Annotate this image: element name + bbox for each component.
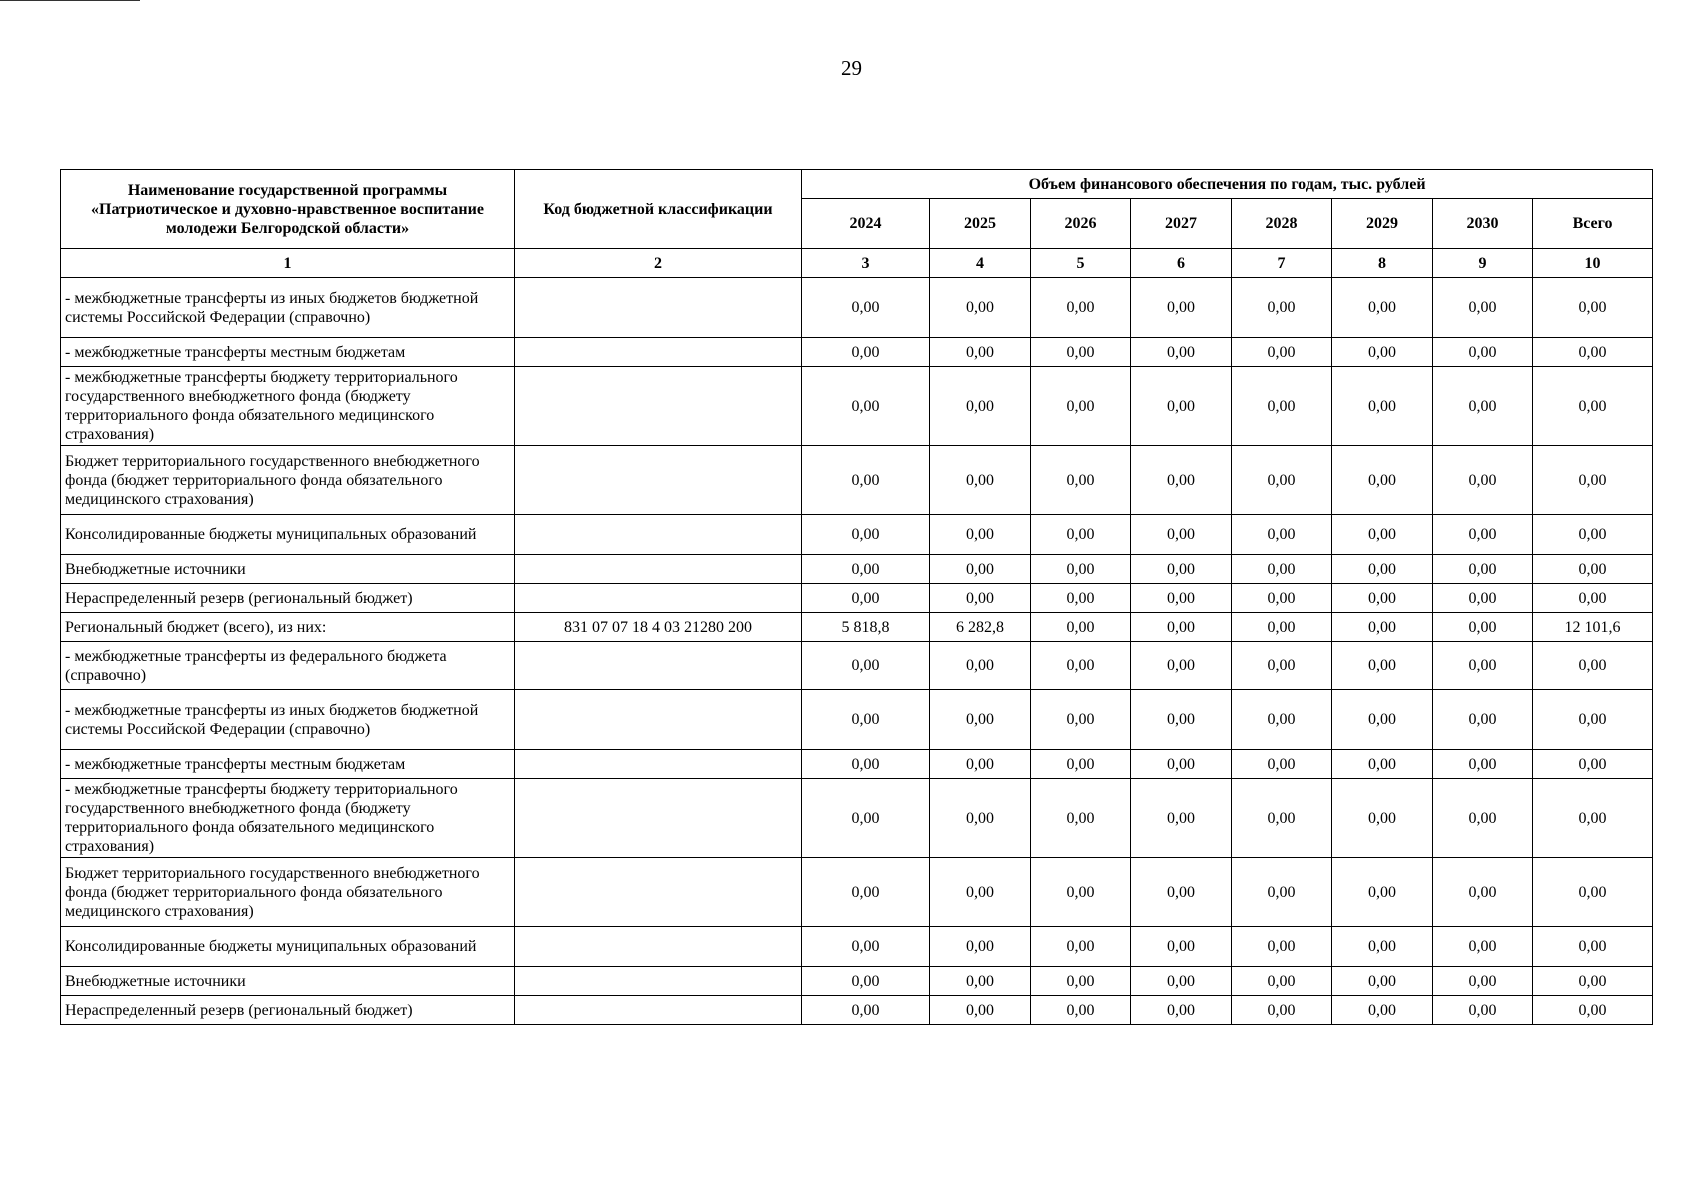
row-year-value: 0,00 <box>930 690 1031 750</box>
row-year-value: 0,00 <box>1031 367 1131 446</box>
row-year-value: 0,00 <box>1031 642 1131 690</box>
row-total-value: 0,00 <box>1533 690 1653 750</box>
row-year-value: 0,00 <box>1131 613 1232 642</box>
header-program-name: Наименование государственной программы «Патриотическое и духовно-нравственное воспитание молодежи Белгородской области» <box>61 170 515 249</box>
column-number: 9 <box>1433 249 1533 278</box>
row-year-value: 0,00 <box>1332 515 1433 555</box>
row-year-value: 0,00 <box>802 584 930 613</box>
row-year-value: 0,00 <box>1232 367 1332 446</box>
row-total-value: 0,00 <box>1533 779 1653 858</box>
table-row <box>61 446 1653 515</box>
row-year-value: 0,00 <box>1332 555 1433 584</box>
table-row <box>61 367 1653 446</box>
row-year-value: 0,00 <box>802 967 930 996</box>
row-year-value: 0,00 <box>1131 446 1232 515</box>
row-year-value: 0,00 <box>1232 338 1332 367</box>
row-budget-code <box>515 278 802 338</box>
row-budget-code <box>515 750 802 779</box>
row-year-value: 0,00 <box>1232 690 1332 750</box>
table-row <box>61 642 1653 690</box>
row-year-value: 5 818,8 <box>802 613 930 642</box>
row-year-value: 0,00 <box>1031 515 1131 555</box>
row-year-value: 0,00 <box>1031 584 1131 613</box>
row-year-value: 0,00 <box>1031 338 1131 367</box>
row-year-value: 0,00 <box>802 515 930 555</box>
header-year: 2027 <box>1131 199 1232 249</box>
row-year-value: 0,00 <box>1433 858 1533 927</box>
row-year-value: 0,00 <box>802 750 930 779</box>
row-name: Региональный бюджет (всего), из них: <box>61 613 515 642</box>
column-number: 7 <box>1232 249 1332 278</box>
row-budget-code <box>515 338 802 367</box>
row-name: Нераспределенный резерв (региональный бюджет) <box>61 996 515 1025</box>
row-year-value: 0,00 <box>1332 584 1433 613</box>
column-number: 2 <box>515 249 802 278</box>
column-number: 10 <box>1533 249 1653 278</box>
row-year-value: 0,00 <box>930 367 1031 446</box>
row-year-value: 0,00 <box>1232 278 1332 338</box>
row-year-value: 0,00 <box>1232 613 1332 642</box>
row-year-value: 0,00 <box>802 690 930 750</box>
row-year-value: 0,00 <box>930 584 1031 613</box>
row-year-value: 0,00 <box>930 750 1031 779</box>
row-budget-code <box>515 555 802 584</box>
row-year-value: 0,00 <box>1031 927 1131 967</box>
scan-edge-line <box>0 0 140 1</box>
row-year-value: 0,00 <box>1232 858 1332 927</box>
row-year-value: 0,00 <box>1332 927 1433 967</box>
table-row <box>61 750 1653 779</box>
row-year-value: 0,00 <box>1232 642 1332 690</box>
row-year-value: 0,00 <box>802 779 930 858</box>
row-year-value: 0,00 <box>1433 555 1533 584</box>
row-year-value: 0,00 <box>1433 584 1533 613</box>
column-number: 6 <box>1131 249 1232 278</box>
table-row <box>61 996 1653 1025</box>
table-row <box>61 278 1653 338</box>
row-name: Консолидированные бюджеты муниципальных образований <box>61 515 515 555</box>
row-year-value: 0,00 <box>1332 338 1433 367</box>
row-year-value: 0,00 <box>1433 750 1533 779</box>
row-year-value: 0,00 <box>1131 642 1232 690</box>
row-total-value: 0,00 <box>1533 858 1653 927</box>
row-year-value: 0,00 <box>1433 642 1533 690</box>
row-name: - межбюджетные трансферты из федерального бюджета (справочно) <box>61 642 515 690</box>
table-row <box>61 967 1653 996</box>
row-year-value: 0,00 <box>1031 690 1131 750</box>
table-row <box>61 927 1653 967</box>
row-year-value: 0,00 <box>1332 750 1433 779</box>
row-year-value: 0,00 <box>1332 367 1433 446</box>
row-year-value: 0,00 <box>1433 690 1533 750</box>
row-year-value: 0,00 <box>930 996 1031 1025</box>
row-year-value: 0,00 <box>1031 779 1131 858</box>
row-year-value: 0,00 <box>802 367 930 446</box>
header-year: 2026 <box>1031 199 1131 249</box>
column-number: 4 <box>930 249 1031 278</box>
row-year-value: 0,00 <box>930 446 1031 515</box>
row-budget-code <box>515 515 802 555</box>
row-year-value: 0,00 <box>1031 996 1131 1025</box>
row-total-value: 0,00 <box>1533 338 1653 367</box>
header-year: 2028 <box>1232 199 1332 249</box>
row-year-value: 0,00 <box>1332 446 1433 515</box>
row-year-value: 0,00 <box>1131 278 1232 338</box>
row-year-value: 6 282,8 <box>930 613 1031 642</box>
table-row <box>61 613 1653 642</box>
funding-table <box>60 169 1653 1025</box>
row-budget-code <box>515 642 802 690</box>
row-name: - межбюджетные трансферты бюджету территориального государственного внебюджетного фонда (бюджету территориального фонда обязательного медицинского страхования) <box>61 779 515 858</box>
row-year-value: 0,00 <box>1131 584 1232 613</box>
row-year-value: 0,00 <box>930 278 1031 338</box>
row-name: - межбюджетные трансферты местным бюджетам <box>61 750 515 779</box>
row-year-value: 0,00 <box>1131 996 1232 1025</box>
row-total-value: 0,00 <box>1533 927 1653 967</box>
row-budget-code <box>515 367 802 446</box>
header-year: 2029 <box>1332 199 1433 249</box>
table-row <box>61 338 1653 367</box>
row-year-value: 0,00 <box>1332 613 1433 642</box>
row-name: Внебюджетные источники <box>61 555 515 584</box>
row-total-value: 0,00 <box>1533 967 1653 996</box>
header-row-group <box>61 170 1653 199</box>
row-year-value: 0,00 <box>1232 779 1332 858</box>
row-year-value: 0,00 <box>1433 338 1533 367</box>
header-year: 2030 <box>1433 199 1533 249</box>
row-year-value: 0,00 <box>1232 927 1332 967</box>
row-year-value: 0,00 <box>930 338 1031 367</box>
column-number: 3 <box>802 249 930 278</box>
row-year-value: 0,00 <box>1433 278 1533 338</box>
row-year-value: 0,00 <box>1131 967 1232 996</box>
row-year-value: 0,00 <box>1332 642 1433 690</box>
table-row <box>61 858 1653 927</box>
row-year-value: 0,00 <box>802 278 930 338</box>
row-year-value: 0,00 <box>1433 927 1533 967</box>
row-year-value: 0,00 <box>1332 967 1433 996</box>
row-year-value: 0,00 <box>1232 750 1332 779</box>
row-total-value: 0,00 <box>1533 446 1653 515</box>
row-name: Консолидированные бюджеты муниципальных образований <box>61 927 515 967</box>
header-budget-code: Код бюджетной классификации <box>515 170 802 249</box>
row-year-value: 0,00 <box>1131 690 1232 750</box>
row-name: Бюджет территориального государственного внебюджетного фонда (бюджет территориального фонда обязательного медицинского страхования) <box>61 446 515 515</box>
column-number: 8 <box>1332 249 1433 278</box>
row-year-value: 0,00 <box>1131 927 1232 967</box>
row-year-value: 0,00 <box>1232 996 1332 1025</box>
row-year-value: 0,00 <box>1031 613 1131 642</box>
row-year-value: 0,00 <box>1433 779 1533 858</box>
row-name: - межбюджетные трансферты местным бюджетам <box>61 338 515 367</box>
row-year-value: 0,00 <box>1131 779 1232 858</box>
row-budget-code <box>515 996 802 1025</box>
row-year-value: 0,00 <box>802 555 930 584</box>
row-year-value: 0,00 <box>1232 446 1332 515</box>
row-year-value: 0,00 <box>1332 996 1433 1025</box>
row-total-value: 0,00 <box>1533 367 1653 446</box>
row-budget-code <box>515 927 802 967</box>
row-total-value: 0,00 <box>1533 515 1653 555</box>
row-year-value: 0,00 <box>1131 858 1232 927</box>
row-year-value: 0,00 <box>930 858 1031 927</box>
row-year-value: 0,00 <box>1232 515 1332 555</box>
row-year-value: 0,00 <box>1433 515 1533 555</box>
row-budget-code <box>515 779 802 858</box>
table-row <box>61 779 1653 858</box>
header-total: Всего <box>1533 199 1653 249</box>
row-year-value: 0,00 <box>802 446 930 515</box>
row-year-value: 0,00 <box>1131 555 1232 584</box>
row-year-value: 0,00 <box>930 779 1031 858</box>
row-year-value: 0,00 <box>1031 858 1131 927</box>
header-year: 2024 <box>802 199 930 249</box>
table-row <box>61 515 1653 555</box>
row-year-value: 0,00 <box>802 996 930 1025</box>
row-year-value: 0,00 <box>1031 555 1131 584</box>
row-total-value: 0,00 <box>1533 555 1653 584</box>
row-name: - межбюджетные трансферты из иных бюджетов бюджетной системы Российской Федерации (справочно) <box>61 690 515 750</box>
row-year-value: 0,00 <box>1131 750 1232 779</box>
row-name: Нераспределенный резерв (региональный бюджет) <box>61 584 515 613</box>
row-year-value: 0,00 <box>1232 967 1332 996</box>
row-year-value: 0,00 <box>930 927 1031 967</box>
page-number: 29 <box>841 56 862 80</box>
row-year-value: 0,00 <box>1433 613 1533 642</box>
column-number: 1 <box>61 249 515 278</box>
row-total-value: 0,00 <box>1533 584 1653 613</box>
row-year-value: 0,00 <box>1031 967 1131 996</box>
row-year-value: 0,00 <box>1131 367 1232 446</box>
row-year-value: 0,00 <box>1433 367 1533 446</box>
row-total-value: 0,00 <box>1533 278 1653 338</box>
row-year-value: 0,00 <box>802 858 930 927</box>
row-budget-code <box>515 584 802 613</box>
row-total-value: 12 101,6 <box>1533 613 1653 642</box>
row-year-value: 0,00 <box>1031 278 1131 338</box>
row-year-value: 0,00 <box>1332 278 1433 338</box>
row-year-value: 0,00 <box>1031 446 1131 515</box>
row-year-value: 0,00 <box>1232 584 1332 613</box>
table-row <box>61 584 1653 613</box>
row-name: Внебюджетные источники <box>61 967 515 996</box>
row-total-value: 0,00 <box>1533 750 1653 779</box>
header-funding-group: Объем финансового обеспечения по годам, тыс. рублей <box>802 170 1653 199</box>
header-year: 2025 <box>930 199 1031 249</box>
row-year-value: 0,00 <box>802 642 930 690</box>
row-year-value: 0,00 <box>1433 446 1533 515</box>
row-year-value: 0,00 <box>1031 750 1131 779</box>
row-year-value: 0,00 <box>1433 996 1533 1025</box>
row-budget-code <box>515 446 802 515</box>
row-budget-code <box>515 858 802 927</box>
row-budget-code <box>515 967 802 996</box>
row-budget-code <box>515 690 802 750</box>
row-name: Бюджет территориального государственного внебюджетного фонда (бюджет территориального фонда обязательного медицинского страхования) <box>61 858 515 927</box>
row-name: - межбюджетные трансферты из иных бюджетов бюджетной системы Российской Федерации (справочно) <box>61 278 515 338</box>
row-year-value: 0,00 <box>930 555 1031 584</box>
row-year-value: 0,00 <box>1433 967 1533 996</box>
table-row <box>61 555 1653 584</box>
row-total-value: 0,00 <box>1533 642 1653 690</box>
row-year-value: 0,00 <box>1131 515 1232 555</box>
row-year-value: 0,00 <box>802 927 930 967</box>
row-year-value: 0,00 <box>1232 555 1332 584</box>
row-year-value: 0,00 <box>802 338 930 367</box>
row-budget-code: 831 07 07 18 4 03 21280 200 <box>515 613 802 642</box>
row-year-value: 0,00 <box>1131 338 1232 367</box>
table-body <box>61 278 1653 1025</box>
row-year-value: 0,00 <box>930 967 1031 996</box>
row-year-value: 0,00 <box>930 515 1031 555</box>
header-row-column-numbers <box>61 249 1653 278</box>
row-year-value: 0,00 <box>1332 690 1433 750</box>
table-header <box>61 170 1653 278</box>
row-year-value: 0,00 <box>1332 858 1433 927</box>
row-year-value: 0,00 <box>1332 779 1433 858</box>
row-total-value: 0,00 <box>1533 996 1653 1025</box>
row-year-value: 0,00 <box>930 642 1031 690</box>
table-row <box>61 690 1653 750</box>
column-number: 5 <box>1031 249 1131 278</box>
row-name: - межбюджетные трансферты бюджету территориального государственного внебюджетного фонда (бюджету территориального фонда обязательного медицинского страхования) <box>61 367 515 446</box>
